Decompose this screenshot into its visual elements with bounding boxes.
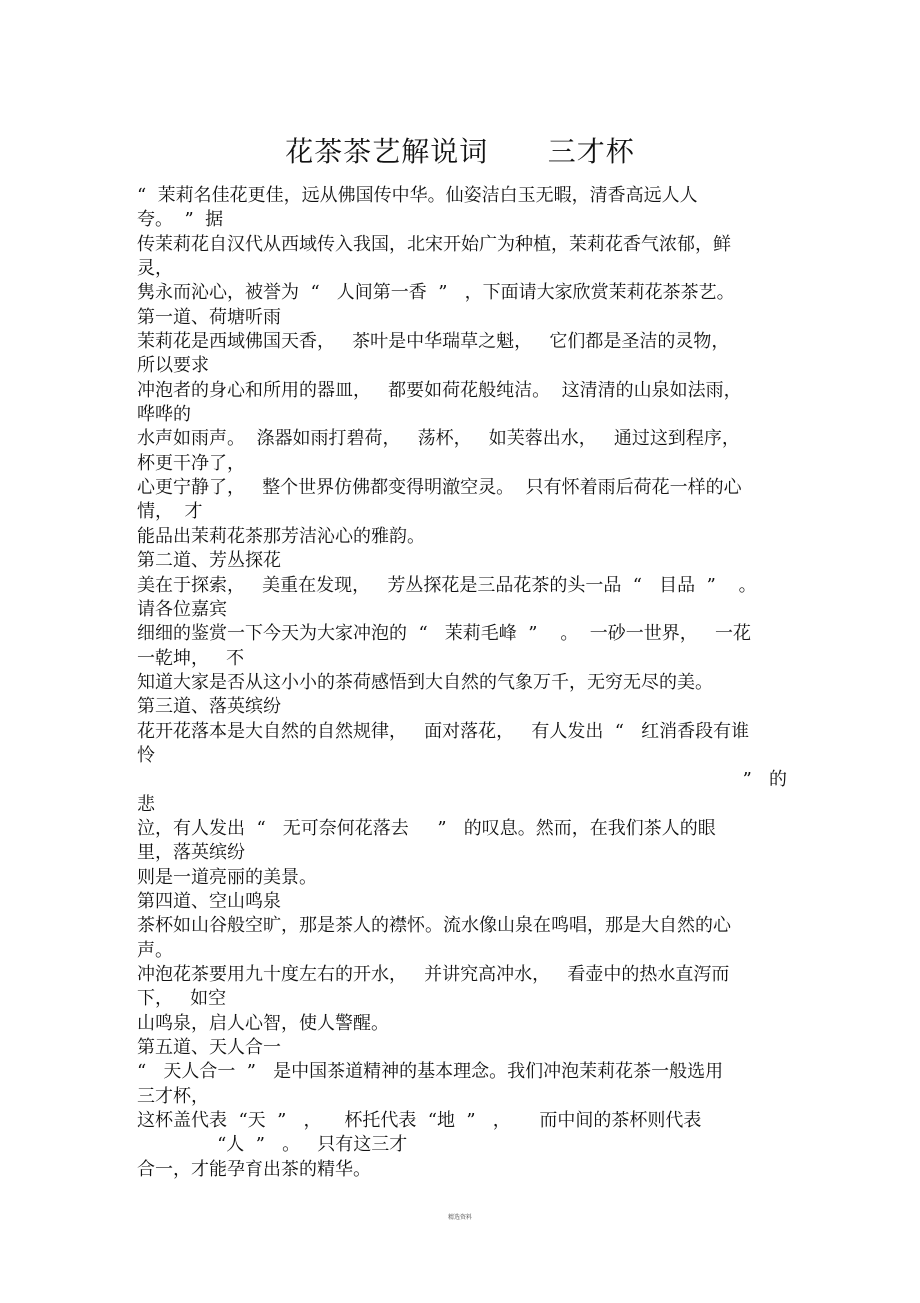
text-line: ” 的	[742, 769, 787, 791]
text-line: 里，落英缤纷	[137, 842, 245, 864]
text-line: 茶杯如山谷般空旷，那是茶人的襟怀。流水像山泉在鸣唱，那是大自然的心	[137, 915, 731, 937]
text-line: 声。	[137, 939, 173, 961]
text-line: 请各位嘉宾	[137, 598, 227, 620]
text-line: 这杯盖代表 “天 ” ， 杯托代表 “地 ” ， 而中间的茶杯则代表	[137, 1110, 702, 1132]
text-line: 冲泡花茶要用九十度左右的开水， 并讲究高冲水， 看壶中的热水直泻而	[137, 964, 730, 985]
text-line: 灵，	[137, 258, 173, 280]
text-line: 哗哗的	[137, 404, 191, 426]
section-heading: 第一道、荷塘听雨	[137, 306, 281, 328]
document-title: 花茶茶艺解说词 三才杯	[285, 135, 635, 168]
section-heading: 第四道、空山鸣泉	[137, 890, 281, 912]
section-heading: 第二道、芳丛探花	[137, 550, 281, 572]
text-line: “ 茉莉名佳花更佳，远从佛国传中华。仙姿洁白玉无暇，清香高远人人	[137, 185, 698, 206]
text-line: 情， 才	[137, 501, 203, 523]
text-line: 花开花落本是大自然的自然规律， 面对落花， 有人发出 “ 红消香段有谁	[137, 720, 750, 742]
text-line: 水声如雨声。 涤器如雨打碧荷， 荡杯， 如芙蓉出水， 通过这到程序，	[137, 428, 740, 450]
text-line: 传茉莉花自汉代从西域传入我国，北宋开始广为种植，茉莉花香气浓郁，鲜	[137, 233, 731, 255]
text-line: 美在于探索， 美重在发现， 芳丛探花是三品花茶的头一品 “ 目品 ” 。	[137, 574, 757, 596]
document-body	[137, 184, 787, 1182]
text-line: 合一，才能孕育出茶的精华。	[137, 1158, 371, 1180]
text-line: 能品出茉莉花茶那芳洁沁心的雅韵。	[137, 525, 425, 547]
section-heading: 第五道、天人合一	[137, 1037, 281, 1059]
text-line: “人 ” 。 只有这三才	[137, 1134, 408, 1156]
text-line: 夸。 ” 据	[137, 209, 224, 231]
text-line: 茉莉花是西域佛国天香， 茶叶是中华瑞草之魁， 它们都是圣洁的灵物，	[137, 331, 730, 353]
text-line: 则是一道亮丽的美景。	[137, 866, 317, 888]
text-line: “ 天人合一 ” 是中国茶道精神的基本理念。我们冲泡茉莉花茶一般选用	[137, 1061, 724, 1083]
text-line: 泣，有人发出 “ 无可奈何花落去 ” 的叹息。然而，在我们茶人的眼	[137, 817, 716, 839]
text-line: 心更宁静了， 整个世界仿佛都变得明澈空灵。 只有怀着雨后荷花一样的心	[137, 477, 742, 499]
text-line: 一乾坤， 不	[137, 647, 245, 669]
section-heading: 第三道、落英缤纷	[137, 696, 281, 718]
page-footer: 精选资料	[447, 1214, 472, 1221]
text-line: 三才杯，	[137, 1085, 209, 1107]
text-line: 细细的鉴赏一下今天为大家冲泡的 “ 茉莉毛峰 ” 。 一砂一世界， 一花	[137, 623, 751, 645]
text-line: 所以要求	[137, 355, 209, 377]
text-line: 知道大家是否从这小小的茶荷感悟到大自然的气象万千，无穷无尽的美。	[137, 671, 713, 693]
text-line: 隽永而沁心，被誉为 “ 人间第一香 ” ，下面请大家欣赏茉莉花茶茶艺。	[137, 282, 735, 304]
text-line: 杯更干净了，	[137, 452, 245, 474]
text-line: 悲	[137, 793, 155, 815]
text-line: 冲泡者的身心和所用的器皿， 都要如荷花般纯洁。 这清清的山泉如法雨，	[137, 379, 742, 401]
text-line: 下， 如空	[137, 988, 227, 1010]
text-line: 怜	[137, 744, 155, 766]
text-line: 山鸣泉，启人心智，使人警醒。	[137, 1012, 389, 1034]
